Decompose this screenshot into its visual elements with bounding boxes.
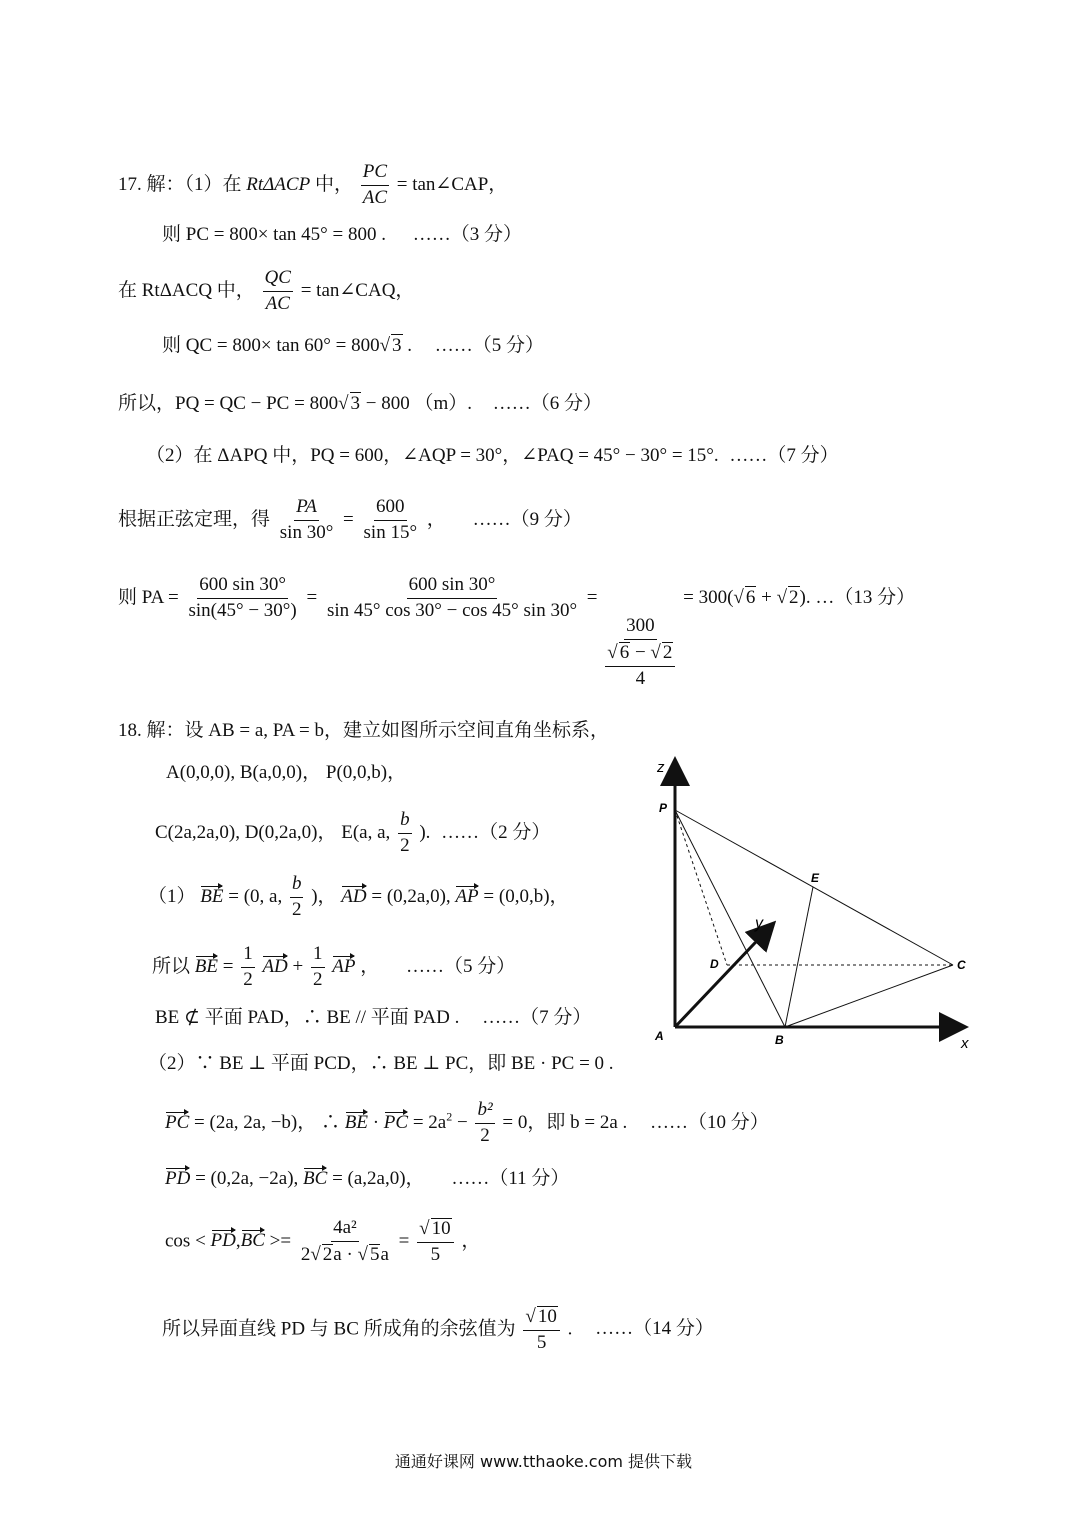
y-axis	[675, 925, 772, 1027]
vector-be-3: BE	[344, 1111, 368, 1133]
edge-bc	[785, 965, 953, 1027]
fraction-half-2: $\frac{1}{2}$	[313, 943, 323, 990]
vector-ap: AP	[455, 885, 479, 907]
score-10: ……（10 分）	[650, 1111, 769, 1133]
fraction-600-sin15: $\frac{600}{\sin 15^\circ}$	[363, 496, 418, 543]
p18-part2-cosine: cos < PD,BC >= $\frac{\text{4a²}}{2√ 2a \cdot √ 5a}$ = $\frac{√ 10}{5}$ ，	[165, 1217, 481, 1265]
p18-heading: 18. 解：设 AB = a, PA = b，建立如图所示空间直角坐标系，	[118, 720, 610, 741]
p18-coords-1: A(0,0,0), B(a,0,0)， P(0,0,b)，	[166, 762, 407, 783]
p17-line-1: 17. 解：（1）在 RtΔACP 中， $\frac{PC}{AC}$ = tan∠CAP，	[118, 161, 508, 208]
fraction-b-2-be: $\frac{b}{2}$	[291, 873, 302, 920]
p18-part1-decompose: 所以 BE = $\frac{1}{2}$ AD + $\frac{1}{2}$ AP ， ……（5 分）	[152, 943, 516, 990]
vector-ad: AD	[341, 885, 367, 907]
vector-be: BE	[200, 885, 224, 907]
vector-pc: PC	[165, 1111, 190, 1133]
label-a: A	[655, 1029, 664, 1043]
fraction-cos-1: $\frac{\text{4a²}}{2√ 2a \cdot √ 5a}$	[300, 1217, 389, 1265]
score-5b: ……（5 分）	[405, 955, 516, 977]
label-d: D	[710, 957, 719, 971]
p17-line-6: （2）在 ΔAPQ 中，PQ = 600，∠AQP = 30°，∠PAQ = 45° − 30° = 15°. ……（7 分）	[146, 445, 839, 466]
edge-pb	[675, 810, 785, 1027]
label-b: B	[775, 1033, 784, 1047]
score-9: ……（9 分）	[472, 508, 582, 530]
score-2: ……（2 分）	[441, 821, 551, 843]
fraction-half-1: $\frac{1}{2}$	[243, 943, 253, 990]
vector-pd-2: PD	[210, 1230, 236, 1252]
vector-bc-2: BC	[240, 1230, 265, 1252]
p18-part2-pc: PC = (2a, 2a, −b)， ∴ BE · PC = $2a^2$ − $\frac{\text{b²}}{2}$ = 0，即 b = 2a . ……（10 分）	[165, 1099, 769, 1146]
fraction-pa-sin30: $\frac{PA}{\sin 30^\circ}$	[279, 496, 334, 543]
label-p: P	[659, 801, 668, 815]
vector-pd: PD	[165, 1168, 191, 1189]
score-5: ……（5 分）	[434, 335, 545, 356]
coordinate-figure	[645, 750, 985, 1060]
fraction-pc-ac: $\frac{PC}{AC}$	[362, 161, 387, 208]
vector-ap-2: AP	[332, 955, 356, 977]
fraction-answer: $\frac{√ 10}{5}$	[523, 1306, 559, 1354]
fraction-step-3: 300 √ 6 − √ 2 4	[605, 616, 675, 690]
vector-be-2: BE	[194, 955, 218, 977]
score-7: ……（7 分）	[729, 445, 839, 466]
score-7b: ……（7 分）	[482, 1007, 592, 1028]
footer-text: 通通好课网 www.tthaoke.com 提供下载	[394, 1452, 693, 1471]
label-y: y	[755, 915, 763, 932]
p17-line-3: 在 RtΔACQ 中， $\frac{QC}{AC}$ = tan∠CAQ，	[118, 267, 415, 314]
p17-line-4: 则 QC = 800× tan 60° = 800√ 3 . ……（5 分）	[162, 335, 545, 356]
fraction-step-1: $\frac{600 \sin 30^\circ}{\sin(45^\circ - 30^\circ)}$	[188, 574, 297, 621]
fraction-cos-2: $\frac{√ 10}{5}$	[417, 1218, 453, 1266]
label-e: E	[811, 871, 820, 885]
p18-part1-vectors: （1） BE = (0, a, $\frac{b}{2}$ )， AD = (0,2a,0), AP = (0,0,b)，	[148, 873, 569, 920]
edge-be	[785, 887, 813, 1027]
p17-line-7: 根据正弦定理，得 $\frac{PA}{\sin 30^\circ}$ = $\frac{600}{\sin 15^\circ}$ ， ……（9 分）	[118, 496, 582, 543]
label-x: x	[961, 1035, 969, 1052]
edge-pd-dashed	[675, 810, 727, 965]
score-3: ……（3 分）	[412, 224, 522, 245]
vector-pc-2: PC	[383, 1111, 409, 1133]
score-14: ……（14 分）	[595, 1318, 714, 1340]
label-c: C	[957, 958, 966, 972]
vector-ad-2: AD	[262, 955, 288, 977]
p18-final-answer: 所以异面直线 PD 与 BC 所成角的余弦值为 $\frac{√ 10}{5}$ . ……（14 分）	[162, 1306, 714, 1353]
p17-line-8: 则 PA = $\frac{600 \sin 30^\circ}{\sin(45^\circ - 30^\circ)}$ = $\frac{600 \sin 30^\circ}{\sin 45^\circ \cos 30^\circ - \cos 45^\circ \sin 30^\circ}$ = 300 √ 6 − √ 2 4 = 300(√ 6 + √ 2). …（13 分）	[118, 574, 916, 689]
p17-line-5: 所以，PQ = QC − PC = 800√ 3 − 800 （m）. ……（6 分）	[118, 393, 603, 414]
score-11: ……（11 分）	[451, 1168, 570, 1189]
p18-coords-2: C(2a,2a,0), D(0,2a,0)， E(a, a, $\frac{b}{2}$ ). ……（2 分）	[155, 809, 551, 856]
p17-line-2: 则 PC = 800× tan 45° = 800 . ……（3 分）	[162, 224, 522, 245]
fraction-b2-2: $\frac{\text{b²}}{2}$	[477, 1099, 493, 1146]
fraction-qc-ac: $\frac{QC}{AC}$	[264, 267, 291, 314]
vector-bc: BC	[303, 1168, 328, 1189]
p18-part2-pd-bc: PD = (0,2a, −2a), BC = (a,2a,0)， ……（11 分）	[165, 1168, 570, 1189]
score-6: ……（6 分）	[492, 393, 603, 414]
fraction-b-2: $\frac{b}{2}$	[400, 809, 410, 856]
p18-part1-conclusion: BE ⊄ 平面 PAD，∴ BE // 平面 PAD . ……（7 分）	[155, 1007, 592, 1028]
edge-pc	[675, 810, 953, 965]
fraction-step-2: $\frac{600 \sin 30^\circ}{\sin 45^\circ \cos 30^\circ - \cos 45^\circ \sin 30^\circ}$	[326, 574, 578, 621]
score-13: …（13 分）	[815, 586, 916, 608]
p18-part2-condition: （2）∵ BE ⊥ 平面 PCD，∴ BE ⊥ PC，即 BE · PC = 0 .	[148, 1053, 614, 1074]
label-z: z	[657, 759, 665, 776]
